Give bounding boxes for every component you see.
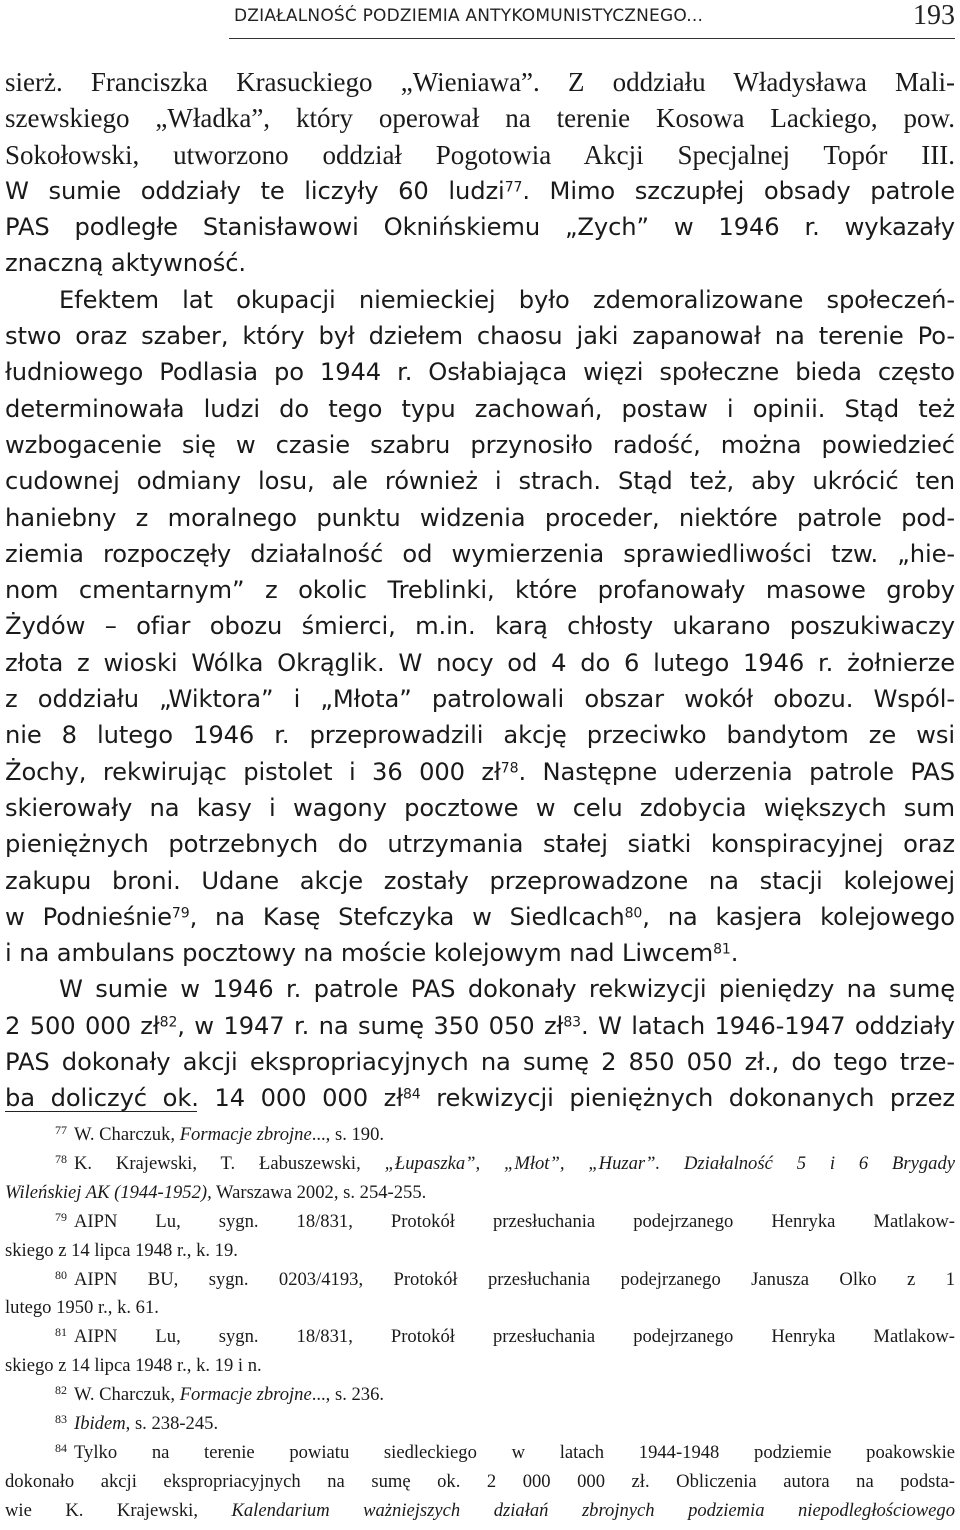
footnote-line: lutego 1950 r., k. 61. xyxy=(5,1297,159,1319)
text-run: Tylko na terenie powiatu siedleckiego w latach 1944-1948 podziemie poakowskie xyxy=(74,1441,955,1463)
text-run: . Następne uderzenia patrole PAS xyxy=(518,757,955,786)
text-run: „Łupaszka”, „Młot”, „Huzar”. Działalność 5 i 6 Brygady xyxy=(384,1152,955,1174)
text-run: , s. 238-245. xyxy=(125,1413,219,1435)
footnote-ref-82[interactable]: 82 xyxy=(159,1014,178,1030)
footnote-line: skiego z 14 lipca 1948 r., k. 19 i n. xyxy=(5,1355,262,1377)
text-line: znaczną aktywność. xyxy=(5,249,247,278)
footnote-82 xyxy=(5,1381,955,1410)
footnote-line xyxy=(5,1323,955,1352)
header-rule xyxy=(229,38,955,39)
text-line: nie 8 lutego 1946 r. przeprowadzili akcję przeciwko bandytom ze wsi xyxy=(5,721,955,750)
text-line: łudniowego Podlasia po 1944 r. Osłabiająca więzi społeczne bieda często xyxy=(5,358,955,387)
text-run: Ibidem xyxy=(74,1413,126,1435)
footnote-number: 81 xyxy=(55,1325,67,1340)
text-run: Kalendarium ważniejszych działań zbrojnych podziemia niepodległościowego xyxy=(231,1499,955,1521)
paragraph-1 xyxy=(5,64,955,282)
text-line xyxy=(5,173,955,209)
text-line: haniebny z moralnego punktu widzenia proceder, niektóre patrole pod- xyxy=(5,503,955,532)
footnote-line xyxy=(5,1381,955,1410)
text-run: Wileńskiej AK (1944-1952), xyxy=(5,1181,212,1203)
footnote-ref-84[interactable]: 84 xyxy=(402,1086,421,1103)
footnote-ref-81[interactable]: 81 xyxy=(713,941,731,958)
footnote-ref-83[interactable]: 83 xyxy=(563,1014,581,1030)
text-line: szewskiego „Władka”, który operował na terenie Kosowa Lackiego, pow. xyxy=(5,103,955,134)
text-line: ziemia rozpoczęły działalność od wymierzenia sprawiedliwości tzw. „hie- xyxy=(5,539,955,568)
footnote-84 xyxy=(5,1439,955,1526)
footnote-line xyxy=(5,1150,955,1179)
footnote-79 xyxy=(5,1208,955,1266)
text-run: K. Krajewski, T. Łabuszewski, xyxy=(74,1152,385,1174)
footnote-80 xyxy=(5,1266,955,1324)
footnote-number: 78 xyxy=(55,1151,67,1166)
text-run: wie K. Krajewski, xyxy=(5,1499,232,1521)
text-run: ba doliczyć ok. 14 000 000 zł xyxy=(5,1084,403,1113)
text-run: Warszawa 2002, s. 254-255. xyxy=(211,1181,427,1203)
text-run: . Mimo szczupłej obsady patrole xyxy=(522,176,955,205)
text-line xyxy=(5,1008,955,1044)
footnote-78 xyxy=(5,1150,955,1208)
text-run: 2 500 000 zł xyxy=(5,1011,160,1040)
text-run: W sumie oddziały te liczyły 60 ludzi xyxy=(5,176,505,205)
text-line: Sokołowski, utworzono oddział Pogotowia Akcji Specjalnej Topór III. xyxy=(5,139,955,170)
footnote-81 xyxy=(5,1323,955,1381)
text-line: nom cmentarnym” z okolic Treblinki, które profanowały masowe groby xyxy=(5,576,955,605)
footnote-line: skiego z 14 lipca 1948 r., k. 19. xyxy=(5,1239,238,1261)
footnote-line xyxy=(5,1208,955,1237)
text-line: zakupu broni. Udane akcje zostały przeprowadzone na stacji kolejowej xyxy=(5,866,955,895)
text-run: AIPN BU, sygn. 0203/4193, Protokół przesłuchania podejrzanego Janusza Olko z 1 xyxy=(74,1268,955,1290)
footnote-number: 80 xyxy=(55,1267,67,1282)
text-line xyxy=(5,899,955,935)
text-line: pieniężnych potrzebnych do utrzymania stałej siatki konspiracyjnej oraz xyxy=(5,830,955,859)
footnote-83 xyxy=(5,1410,955,1439)
text-run: w Podnieśnie xyxy=(5,902,172,931)
text-line: PAS podległe Stanisławowi Oknińskiemu „Zych” w 1946 r. wykazały xyxy=(5,213,955,242)
footnote-line xyxy=(5,1266,955,1295)
footnote-line xyxy=(5,1497,955,1526)
page-number: 193 xyxy=(913,0,955,31)
running-title: DZIAŁALNOŚĆ PODZIEMIA ANTYKOMUNISTYCZNEGO... xyxy=(234,6,704,26)
text-run: AIPN Lu, sygn. 18/831, Protokół przesłuchania podejrzanego Henryka Matlakow- xyxy=(74,1326,955,1348)
text-run: Żochy, rekwirując pistolet i 36 000 zł xyxy=(5,757,501,786)
text-line: złota z wioski Wólka Okrąglik. W nocy od 4 do 6 lutego 1946 r. żołnierze xyxy=(5,648,955,677)
footnote-line: dokonało akcji ekspropriacyjnych na sumę ok. 2 000 000 zł. Obliczenia autora na podsta- xyxy=(5,1470,955,1492)
main-text xyxy=(5,64,955,1117)
text-run: i na ambulans pocztowy na moście kolejowym nad Liwcem xyxy=(5,939,714,968)
footnote-ref-78[interactable]: 78 xyxy=(500,759,519,776)
text-run: . W latach 1946-1947 oddziały xyxy=(580,1011,955,1040)
text-run: W. Charczuk, xyxy=(74,1124,180,1145)
text-line: determinowała ludzi do tego typu zachowań, postaw i opinii. Stąd też xyxy=(5,394,955,423)
text-run: ..., s. 236. xyxy=(311,1384,385,1406)
footnote-separator xyxy=(5,1111,197,1112)
text-line: W sumie w 1946 r. patrole PAS dokonały rekwizycji pieniędzy na sumę xyxy=(59,975,955,1004)
text-run: Formacje zbrojne xyxy=(179,1124,312,1145)
text-run: , na Kasę Stefczyka w Siedlcach xyxy=(189,902,625,931)
text-run: . xyxy=(730,939,739,968)
running-header xyxy=(5,0,955,40)
text-run: ..., s. 190. xyxy=(311,1124,385,1145)
text-line: z oddziału „Wiktora” i „Młota” patrolowali obszar wokół obozu. Wspól- xyxy=(5,685,955,714)
text-run: , na kasjera kolejowego xyxy=(642,902,955,931)
footnote-number: 77 xyxy=(55,1123,67,1137)
footnote-ref-80[interactable]: 80 xyxy=(624,905,643,922)
text-line xyxy=(5,754,955,790)
text-line: PAS dokonały akcji ekspropriacyjnych na sumę 2 850 050 zł., do tego trze- xyxy=(5,1048,955,1077)
footnote-number: 83 xyxy=(55,1412,67,1427)
text-line: wzbogacenie się w czasie szabru przynosiło radość, można powiedzieć xyxy=(5,430,955,459)
text-line: Efektem lat okupacji niemieckiej było zdemoralizowane społeczeń- xyxy=(59,285,955,314)
footnote-line xyxy=(5,1121,955,1150)
footnote-number: 79 xyxy=(55,1209,67,1224)
paragraph-3 xyxy=(5,971,955,1116)
text-line: stwo oraz szaber, który był dziełem chaosu jaki zapanował na terenie Po- xyxy=(5,322,955,351)
footnote-line xyxy=(5,1439,955,1468)
text-line: sierż. Franciszka Krasuckiego „Wieniawa”. Z oddziału Władysława Mali- xyxy=(5,67,955,97)
footnote-ref-79[interactable]: 79 xyxy=(171,905,190,922)
text-line: cudownej odmiany losu, ale również i strach. Stąd też, aby ukrócić ten xyxy=(5,467,955,496)
footnotes xyxy=(5,1121,955,1526)
footnote-number: 82 xyxy=(55,1383,67,1398)
text-run: W. Charczuk, xyxy=(74,1384,180,1406)
footnote-line xyxy=(5,1410,955,1439)
text-run: Formacje zbrojne xyxy=(179,1384,312,1406)
text-run: rekwizycji pieniężnych dokonanych przez xyxy=(420,1084,955,1113)
footnote-line xyxy=(5,1179,955,1208)
footnote-number: 84 xyxy=(55,1440,67,1455)
text-line xyxy=(5,935,955,971)
text-run: AIPN Lu, sygn. 18/831, Protokół przesłuchania podejrzanego Henryka Matlakow- xyxy=(74,1210,955,1232)
text-run: , w 1947 r. na sumę 350 050 zł xyxy=(177,1011,564,1040)
footnote-ref-77[interactable]: 77 xyxy=(504,179,523,196)
text-line: skierowały na kasy i wagony pocztowe w celu zdobycia większych sum xyxy=(5,793,955,822)
footnote-77 xyxy=(5,1121,955,1150)
paragraph-2 xyxy=(5,282,955,972)
text-line: Żydów – ofiar obozu śmierci, m.in. karą chłosty ukarano poszukiwaczy xyxy=(5,612,955,641)
